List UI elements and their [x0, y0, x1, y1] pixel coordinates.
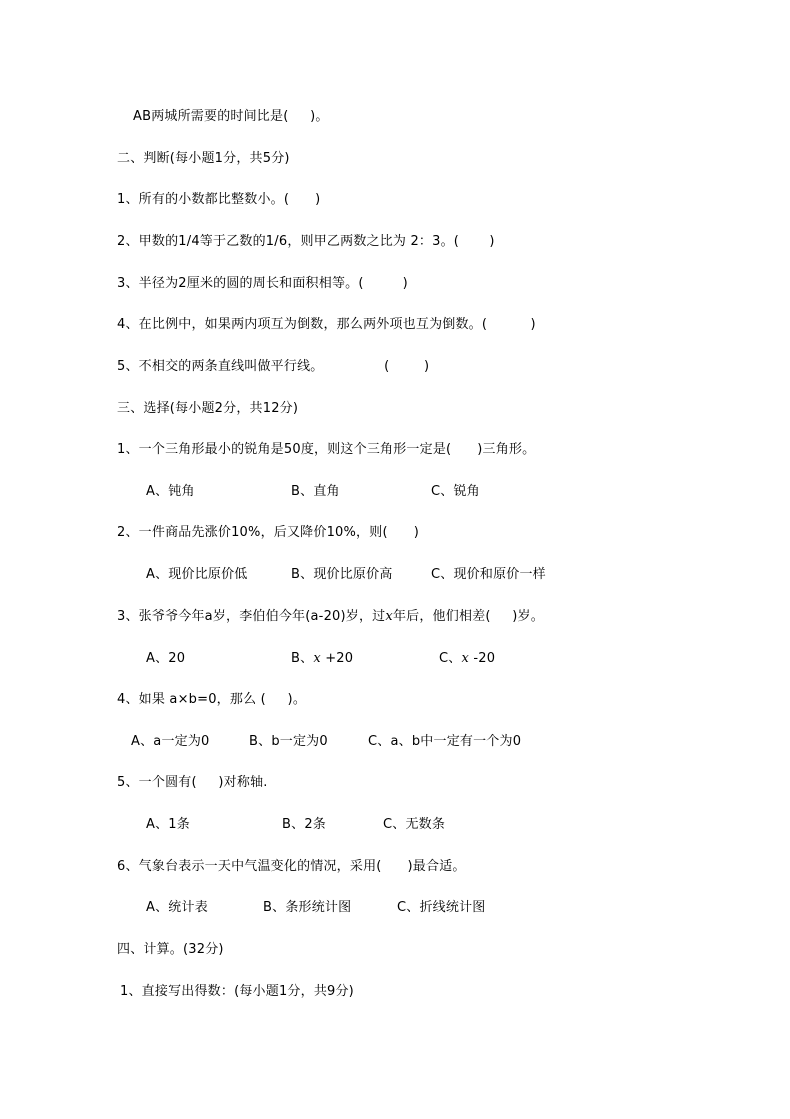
- choice-q2-stem: 2、一件商品先涨价10%，后又降价10%，则( ): [117, 525, 419, 540]
- choice-q3-stem: [117, 609, 544, 625]
- choice-q3-option-b-prefix: B、: [291, 651, 314, 666]
- judge-item-1: 1、所有的小数都比整数小。( ): [117, 192, 321, 207]
- section-4-heading: 四、计算。(32分): [117, 942, 224, 957]
- choice-q2-option-a: A、现价比原价低: [146, 567, 248, 582]
- choice-q3-option-c-var: x: [461, 651, 470, 666]
- judge-item-5: 5、不相交的两条直线叫做平行线。 ( ): [117, 359, 430, 374]
- choice-q3-option-a: A、20: [146, 651, 186, 666]
- judge-item-2: 2、甲数的1/4等于乙数的1/6，则甲乙两数之比为 2：3。( ): [117, 234, 495, 249]
- choice-q6-stem: 6、气象台表示一天中气温变化的情况，采用( )最合适。: [117, 859, 466, 874]
- choice-q1-option-b: B、直角: [291, 484, 340, 499]
- choice-q3-option-b-var: x: [313, 651, 321, 666]
- choice-q5-option-c: C、无数条: [383, 817, 446, 832]
- choice-q5-option-b: B、2条: [282, 817, 326, 832]
- choice-q5-stem: 5、一个圆有( )对称轴.: [117, 775, 268, 790]
- choice-q3-option-b: [291, 651, 353, 667]
- choice-q2-option-b: B、现价比原价高: [291, 567, 393, 582]
- choice-q1-stem: 1、一个三角形最小的锐角是50度，则这个三角形一定是( )三角形。: [117, 442, 536, 457]
- calc-subsection-1: 1、直接写出得数：(每小题1分，共9分): [120, 984, 354, 999]
- choice-q3-stem-part-b: 年后，他们相差( )岁。: [392, 609, 544, 624]
- choice-q3-variable-x: x: [385, 609, 393, 624]
- intro-line: AB两城所需要的时间比是( )。: [133, 109, 329, 124]
- choice-q3-option-b-suffix: +20: [320, 651, 354, 666]
- choice-q6-option-b: B、条形统计图: [263, 900, 352, 915]
- choice-q4-option-c: C、a、b中一定有一个为0: [368, 734, 522, 749]
- choice-q1-option-c: C、锐角: [431, 484, 480, 499]
- choice-q4-option-a: A、a一定为0: [131, 734, 210, 749]
- choice-q3-stem-part-a: 3、张爷爷今年a岁，李伯伯今年(a-20)岁，过: [117, 609, 386, 624]
- section-2-heading: 二、判断(每小题1分，共5分): [117, 151, 290, 166]
- choice-q2-option-c: C、现价和原价一样: [431, 567, 546, 582]
- choice-q3-option-c-prefix: C、: [439, 651, 462, 666]
- choice-q4-option-b: B、b一定为0: [249, 734, 328, 749]
- choice-q3-option-c-suffix: -20: [469, 651, 496, 666]
- judge-item-3: 3、半径为2厘米的圆的周长和面积相等。( ): [117, 276, 408, 291]
- section-3-heading: 三、选择(每小题2分，共12分): [117, 401, 299, 416]
- choice-q4-stem: 4、如果 a×b=0，那么 ( )。: [117, 692, 307, 707]
- choice-q5-option-a: A、1条: [146, 817, 190, 832]
- choice-q6-option-a: A、统计表: [146, 900, 208, 915]
- choice-q1-option-a: A、钝角: [146, 484, 195, 499]
- choice-q6-option-c: C、折线统计图: [397, 900, 486, 915]
- judge-item-4: 4、在比例中，如果两内项互为倒数，那么两外项也互为倒数。( ): [117, 317, 536, 332]
- choice-q3-option-c: [439, 651, 495, 667]
